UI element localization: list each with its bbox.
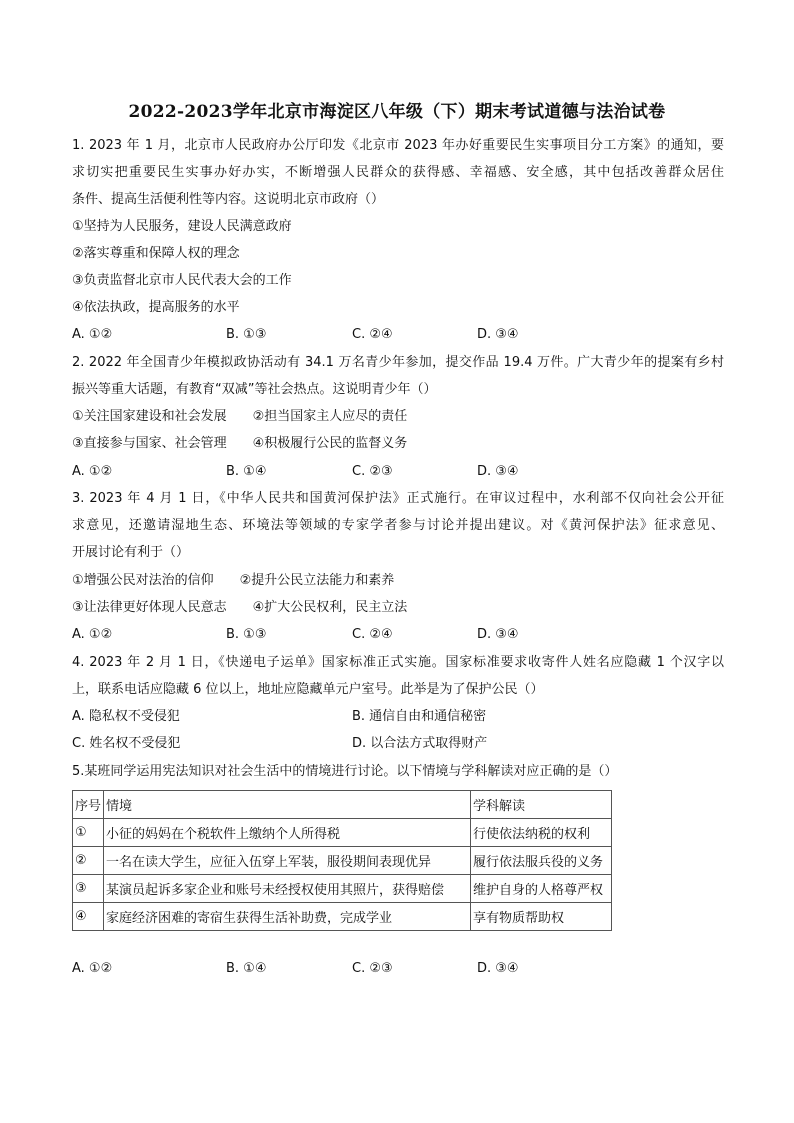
- table-cell: ③: [73, 875, 104, 903]
- q1-option-c: C. ②④: [352, 327, 393, 342]
- q5-table: [72, 790, 612, 931]
- q5-stem-line-1: 5.某班同学运用宪法知识对社会生活中的情境进行讨论。以下情境与学科解读对应正确的是（）: [72, 764, 618, 779]
- q3-statement-2: ③让法律更好体现人民意志 ④扩大公民权利，民主立法: [72, 600, 408, 615]
- q1-option-a: A. ①②: [72, 327, 113, 342]
- q1-option-d: D. ③④: [477, 327, 519, 342]
- q2-stem-line-1: 2. 2022 年全国青少年模拟政协活动有 34.1 万名青少年参加，提交作品 19.4 万件。广大青少年的提案有乡村: [72, 355, 724, 370]
- q3-statement-1: ①增强公民对法治的信仰 ②提升公民立法能力和素养: [72, 573, 395, 588]
- q3-option-c: C. ②④: [352, 627, 393, 642]
- table-row: [73, 847, 612, 875]
- table-cell: 享有物质帮助权: [471, 903, 612, 931]
- table-cell: 行使依法纳税的权利: [471, 819, 612, 847]
- q3-stem-line-3: 开展讨论有利于（）: [72, 545, 190, 560]
- q1-statement-3: ③负责监督北京市人民代表大会的工作: [72, 273, 292, 288]
- q4-option-c: C. 姓名权不受侵犯: [72, 736, 181, 751]
- q2-option-c: C. ②③: [352, 464, 393, 479]
- q5-option-c: C. ②③: [352, 961, 393, 976]
- q2-option-a: A. ①②: [72, 464, 113, 479]
- table-cell: 某演员起诉多家企业和账号未经授权使用其照片，获得赔偿: [104, 875, 471, 903]
- q2-option-b: B. ①④: [226, 464, 267, 479]
- q3-option-b: B. ①③: [226, 627, 267, 642]
- table-header-cell: 情境: [104, 791, 471, 819]
- q2-option-d: D. ③④: [477, 464, 519, 479]
- q1-stem-line-2: 求切实把重要民生实事办好办实，不断增强人民群众的获得感、幸福感、安全感，其中包括改善群众居住: [72, 165, 724, 180]
- q5-option-d: D. ③④: [477, 961, 519, 976]
- table-row: [73, 875, 612, 903]
- table-cell: 小征的妈妈在个税软件上缴纳个人所得税: [104, 819, 471, 847]
- table-header-row: [73, 791, 612, 819]
- q5-option-b: B. ①④: [226, 961, 267, 976]
- q2-statement-1: ①关注国家建设和社会发展 ②担当国家主人应尽的责任: [72, 409, 408, 424]
- q4-option-a: A. 隐私权不受侵犯: [72, 709, 180, 724]
- q3-stem-line-2: 求意见，还邀请湿地生态、环境法等领域的专家学者参与讨论并提出建议。对《黄河保护法》征求意见、: [72, 518, 724, 533]
- table-cell: ④: [73, 903, 104, 931]
- table-cell: ①: [73, 819, 104, 847]
- q1-statement-1: ①坚持为人民服务，建设人民满意政府: [72, 219, 292, 234]
- q3-option-d: D. ③④: [477, 627, 519, 642]
- q2-statement-2: ③直接参与国家、社会管理 ④积极履行公民的监督义务: [72, 436, 408, 451]
- q3-stem-line-1: 3. 2023 年 4 月 1 日，《中华人民共和国黄河保护法》正式施行。在审议过程中，水利部不仅向社会公开征: [72, 491, 724, 506]
- table-cell: ②: [73, 847, 104, 875]
- q1-stem-line-1: 1. 2023 年 1 月，北京市人民政府办公厅印发《北京市 2023 年办好重要民生实事项目分工方案》的通知，要: [72, 138, 724, 153]
- table-cell: 一名在读大学生，应征入伍穿上军装，服役期间表现优异: [104, 847, 471, 875]
- table-row: [73, 819, 612, 847]
- q3-option-a: A. ①②: [72, 627, 113, 642]
- q5-option-a: A. ①②: [72, 961, 113, 976]
- q1-stem-line-3: 条件、提高生活便利性等内容。这说明北京市政府（）: [72, 192, 385, 207]
- table-row: [73, 903, 612, 931]
- exam-title: 2022-2023学年北京市海淀区八年级（下）期末考试道德与法治试卷: [128, 102, 666, 122]
- table-header-cell: 学科解读: [471, 791, 612, 819]
- table-cell: 履行依法服兵役的义务: [471, 847, 612, 875]
- q1-option-b: B. ①③: [226, 327, 267, 342]
- q1-statement-2: ②落实尊重和保障人权的理念: [72, 246, 240, 261]
- q4-stem-line-2: 上，联系电话应隐藏 6 位以上，地址应隐藏单元户室号。此举是为了保护公民（）: [72, 682, 544, 697]
- q4-stem-line-1: 4. 2023 年 2 月 1 日，《快递电子运单》国家标准正式实施。国家标准要求收寄件人姓名应隐藏 1 个汉字以: [72, 655, 724, 670]
- q4-option-d: D. 以合法方式取得财产: [352, 736, 488, 751]
- q4-option-b: B. 通信自由和通信秘密: [352, 709, 487, 724]
- table-cell: 家庭经济困难的寄宿生获得生活补助费，完成学业: [104, 903, 471, 931]
- table-header-cell: 序号: [73, 791, 104, 819]
- table-cell: 维护自身的人格尊严权: [471, 875, 612, 903]
- q1-statement-4: ④依法执政，提高服务的水平: [72, 300, 240, 315]
- q2-stem-line-2: 振兴等重大话题，有教育“双减”等社会热点。这说明青少年（）: [72, 382, 437, 397]
